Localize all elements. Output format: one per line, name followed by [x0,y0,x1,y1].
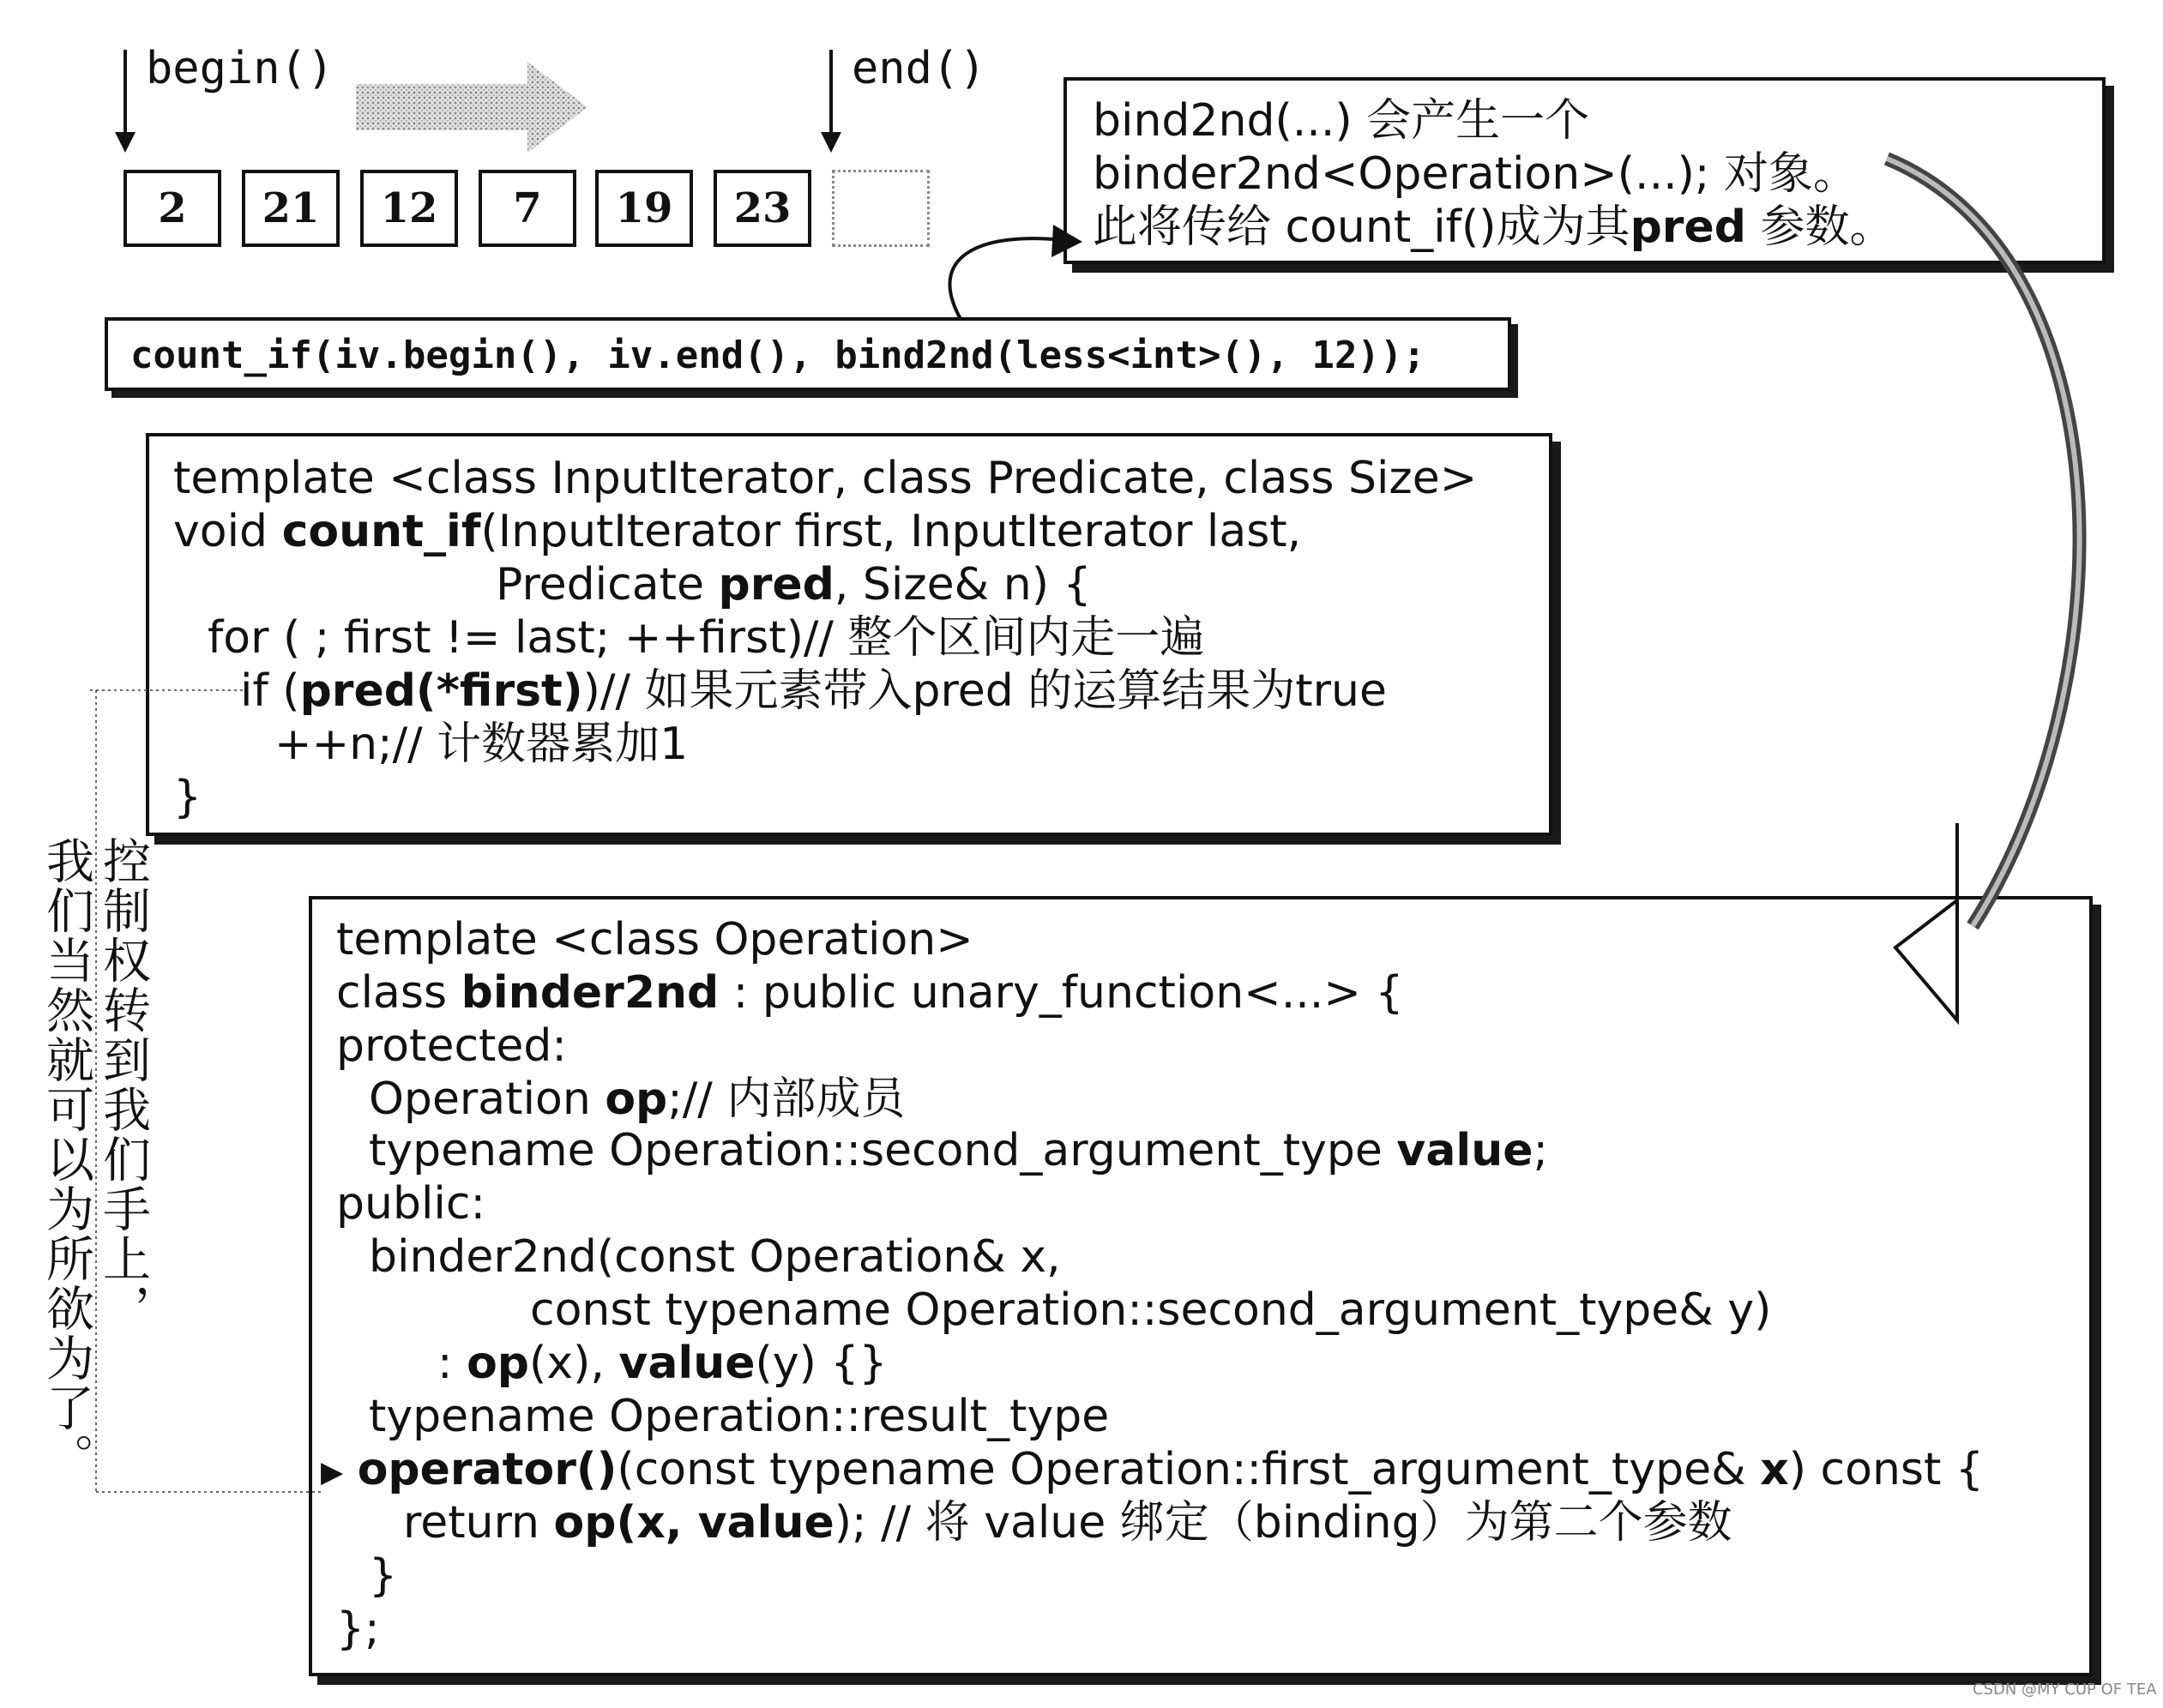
binder-line-7: binder2nd(const Operation& x, [369,1231,1061,1283]
begin-label: begin() [146,43,334,94]
count-if-line-2: void count_if(InputIterator first, InputIterator last, [173,506,1302,557]
vector-cell: 2 [124,170,221,247]
vector-cell: 7 [479,170,576,247]
count-if-line-5: if (pred(*first))// 如果元素带入pred 的运算结果为true [240,665,1388,717]
binder-line-6: public: [336,1178,485,1230]
note-line-1: bind2nd(...) 会产生一个 [1093,95,1590,147]
binder-line-3: protected: [336,1020,567,1072]
vector-cell: 23 [714,170,811,247]
end-label: end() [852,43,986,94]
binder-line-4: Operation op;// 内部成员 [369,1074,906,1125]
note-line-3: 此将传给 count_if()成为其pred 参数。 [1093,201,1895,253]
watermark: CSDN @MY CUP OF TEA [1973,1681,2157,1699]
count-if-line-6: ++n;// 计数器累加1 [274,719,689,770]
call-expression: count_if(iv.begin(), iv.end(), bind2nd(less<int>(), 12)); [130,334,1425,377]
side-note-column-2: 我们当然就可以为所欲为了。 [39,836,94,1482]
binder-line-5: typename Operation::second_argument_type value; [369,1125,1549,1176]
note-line-2: binder2nd<Operation>(...); 对象。 [1093,148,1858,200]
binder-line-11: ▶ operator()(const typename Operation::first_argument_type& x) const { [321,1444,1985,1495]
binder-line-9: : op(x), value(y) {} [437,1338,888,1389]
curved-arrow-to-binder-icon [1887,159,2080,926]
side-note-column-1: 控制权转到我们手上， [95,836,151,1333]
count-if-line-3: Predicate pred, Size& n) { [496,559,1092,610]
binder-line-13: } [369,1550,398,1602]
binder-line-12: return op(x, value); // 将 value 绑定（binding）为第二个参数 [403,1497,1732,1549]
pointer-triangle-icon: ▶ [321,1455,344,1489]
binder-line-10: typename Operation::result_type [369,1391,1110,1442]
vector-cell: 12 [360,170,458,247]
curved-arrow-to-note-icon [949,238,1063,319]
binder-line-14: }; [336,1603,380,1655]
binder-line-1: template <class Operation> [336,914,973,965]
binder-line-2: class binder2nd : public unary_function<...> { [336,967,1404,1019]
vector-cell: 21 [242,170,340,247]
count-if-line-4: for ( ; first != last; ++first)// 整个区间内走一遍 [208,612,1205,664]
count-if-line-1: template <class InputIterator, class Predicate, class Size> [173,453,1478,504]
binder-line-8: const typename Operation::second_argument_type& y) [530,1284,1772,1336]
vector-cell: 19 [595,170,693,247]
count-if-line-7: } [173,772,202,823]
